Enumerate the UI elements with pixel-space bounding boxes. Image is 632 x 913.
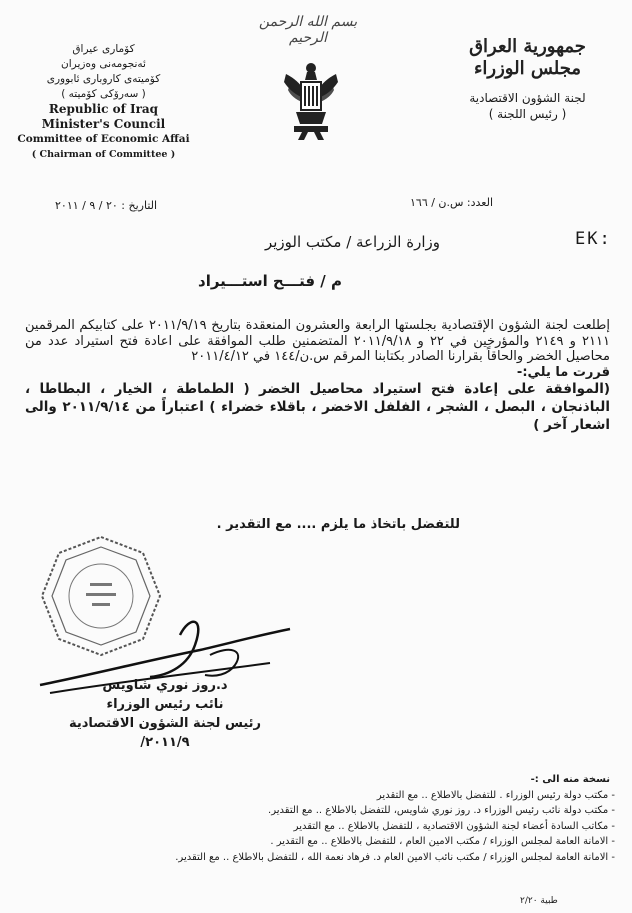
kurdish-line-4: ( سه‌رۆکی کۆمیته‌ ) <box>61 88 146 100</box>
logo-line-2: مجلس الوزراء <box>473 58 582 79</box>
body-decided: قررت ما يلي:- <box>516 364 610 380</box>
cc-item: - مكاتب السادة أعضاء لجنة الشؤون الاقتصادية ، للتفضل بالاطلاع .. مع التقدير <box>293 820 615 832</box>
kurdish-line-1: کۆماری عیراق <box>72 43 135 55</box>
document-number: العدد: س.ن / ١٦٦ <box>410 196 494 209</box>
english-sub: ( Chairman of Committee ) <box>31 149 176 160</box>
english-line-2: Minister's Council <box>41 117 166 131</box>
footer-note: طبية ٢/٢٠ <box>520 896 558 906</box>
cc-list <box>50 788 615 866</box>
body-intro: إطلعت لجنة الشؤون الإقتصادية بجلستها الرابعة والعشرون المنعقدة بتاريخ ٢٠١١/٩/١٩ على كتابيكم المرقمين ٢١١١ و ٢١٤٩ والمؤرخين في ٢٢ و ٢٠١١/٩/١٨ المتضمنين طلب الموافقة على اعادة فتح استيراد عدد من محاصيل الخضر والحاقاً بقرارنا الصادر بكتابنا المرقم س.ن/١٤٤ في ٢٠١١/٤/١٢ <box>25 318 610 364</box>
logo-line-1: جمهورية العراق <box>469 36 586 57</box>
signatory-title: نائب رئيس الوزراء <box>106 697 224 712</box>
document-date: التاريخ : ٢٠ / ٩ / ٢٠١١ <box>55 199 158 212</box>
letter-body <box>25 318 610 434</box>
basmala: بسم الله الرحمن الرحيم <box>258 14 358 46</box>
kurdish-line-3: کۆمیته‌ی کاروباری ئابووری <box>46 73 161 85</box>
closing-line: للتفضل باتخاذ ما يلزم .... مع التقدير . <box>216 517 460 532</box>
english-line-1: Republic of Iraq <box>48 102 159 116</box>
kurdish-line-2: ئه‌نجومه‌نی وه‌زیران <box>61 58 146 70</box>
handwritten-margin-note: EK: <box>575 229 612 249</box>
committee-role: ( رئيس اللجنة ) <box>488 107 567 121</box>
addressee: وزارة الزراعة / مكتب الوزير <box>264 233 440 251</box>
english-line-3: Committee of Economic Affai <box>17 133 190 145</box>
committee-name: لجنة الشؤون الاقتصادية <box>469 91 586 105</box>
cc-item: - الامانة العامة لمجلس الوزراء / مكتب نائب الامين العام د. فرهاد نعمة الله ، للتفضل بالاطلاع .. مع التقدير. <box>175 851 615 863</box>
header-right <box>430 36 625 122</box>
signatory-name: د.روز نوري شاويس <box>102 678 228 693</box>
eagle-emblem-icon <box>282 58 340 140</box>
subject: م / فتـــح استـــيراد <box>198 272 342 290</box>
body-decision: (الموافقة على إعادة فتح استيراد محاصيل الخضر ( الطماطة ، الخيار ، البطاطا ، الباذنجان ، البصل ، الشجر ، الفلفل الاخضر ، باقلاء خضراء ) اعتباراً من ٢٠١١/٩/١٤ والى اشعار آخر ) <box>25 381 610 433</box>
cc-item: - مكتب دولة نائب رئيس الوزراء د. روز نوري شاويس، للتفضل بالاطلاع .. مع التقدير. <box>268 805 615 816</box>
cc-block <box>50 772 615 865</box>
cc-item: - مكتب دولة رئيس الوزراء . للتفضل بالاطلاع .. مع التقدير <box>376 789 615 801</box>
signatory-date: ٢٠١١/٩/ <box>140 735 190 750</box>
cc-title: نسخة منه الى :- <box>530 774 610 785</box>
signatory-role: رئيس لجنة الشؤون الاقتصادية <box>68 716 262 731</box>
header-left <box>6 42 201 162</box>
cc-item: - الامانة العامة لمجلس الوزراء / مكتب الامين العام ، للتفضل بالاطلاع .. مع التقدير . <box>270 836 615 847</box>
signature-block <box>60 676 270 752</box>
